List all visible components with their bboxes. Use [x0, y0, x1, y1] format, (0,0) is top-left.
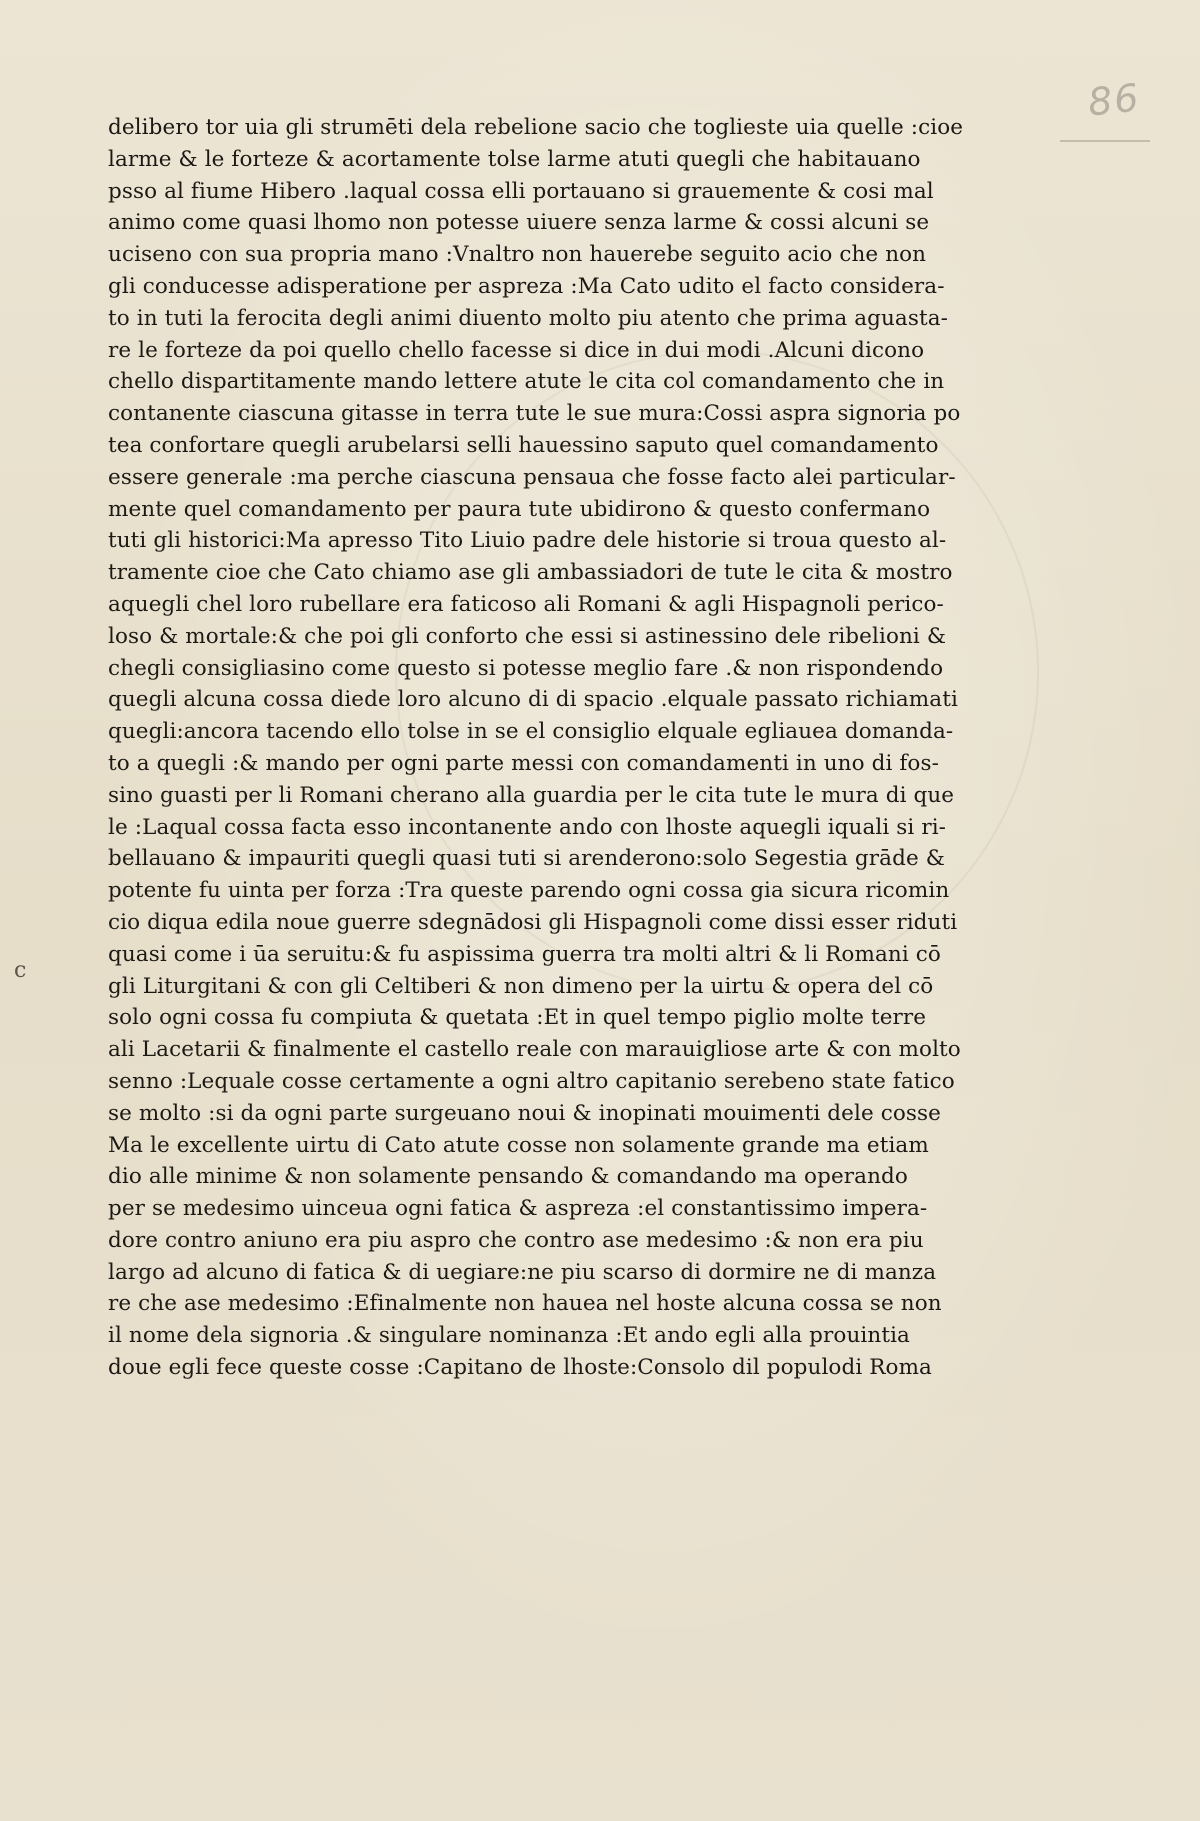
text-line: dore contro aniuno era piu aspro che contro ase medesimo :& non era piu	[108, 1227, 924, 1253]
text-line: uciseno con sua propria mano :Vnaltro non hauerebe seguito acio che non	[108, 242, 927, 268]
folio-number: 86	[1085, 75, 1143, 125]
text-line: gli Liturgitani & con gli Celtiberi & non dimeno per la uirtu & opera del cō	[108, 973, 934, 999]
text-line: doue egli fece queste cosse :Capitano de lhoste:Consolo dil populodi Roma	[108, 1355, 932, 1381]
text-line: aquegli chel loro rubellare era faticoso ali Romani & agli Hispagnoli perico-	[108, 591, 944, 617]
folio-underline	[1060, 140, 1150, 142]
text-block	[108, 112, 964, 1384]
text-line: tuti gli historici:Ma apresso Tito Liuio padre dele historie si troua questo al-	[108, 528, 947, 554]
text-line: gli conducesse adisperatione per aspreza :Ma Cato udito el facto considera-	[108, 273, 945, 299]
text-line: re le forteze da poi quello chello facesse si dice in dui modi .Alcuni dicono	[108, 337, 925, 363]
text-line: psso al fiume Hibero .laqual cossa elli portauano si grauemente & cosi mal	[108, 178, 934, 204]
text-line: ali Lacetarii & finalmente el castello reale con marauigliose arte & con molto	[108, 1037, 961, 1063]
text-line: essere generale :ma perche ciascuna pensaua che fosse facto alei particular-	[108, 464, 956, 490]
text-line: quegli:ancora tacendo ello tolse in se el consiglio elquale egliauea domanda-	[108, 719, 954, 745]
text-line: tramente cioe che Cato chiamo ase gli ambassiadori de tute le cita & mostro	[108, 560, 953, 586]
text-line: largo ad alcuno di fatica & di uegiare:ne piu scarso di dormire ne di manza	[108, 1259, 937, 1285]
text-line: potente fu uinta per forza :Tra queste parendo ogni cossa gia sicura ricomin	[108, 878, 950, 904]
text-line: re che ase medesimo :Efinalmente non hauea nel hoste alcuna cossa se non	[108, 1291, 942, 1317]
text-line: senno :Lequale cosse certamente a ogni altro capitanio serebeno state fatico	[108, 1068, 955, 1094]
text-line: il nome dela signoria .& singulare nominanza :Et ando egli alla prouintia	[108, 1323, 910, 1349]
text-line: quegli alcuna cossa diede loro alcuno di di spacio .elquale passato richiamati	[108, 687, 958, 713]
text-line: animo come quasi lhomo non potesse uiuere senza larme & cossi alcuni se	[108, 210, 930, 236]
text-line: solo ogni cossa fu compiuta & quetata :Et in quel tempo piglio molte terre	[108, 1005, 927, 1031]
text-line: quasi come i ūa seruitu:& fu aspissima guerra tra molti altri & li Romani cō	[108, 941, 941, 967]
text-line: chello dispartitamente mando lettere atute le cita col comandamento che in	[108, 369, 945, 395]
text-line: to a quegli :& mando per ogni parte messi con comandamenti in uno di fos-	[108, 750, 939, 776]
text-line: larme & le forteze & acortamente tolse larme atuti quegli che habitauano	[108, 146, 921, 172]
text-line: dio alle minime & non solamente pensando & comandando ma operando	[108, 1164, 908, 1190]
text-line: delibero tor uia gli strumēti dela rebelione sacio che toglieste uia quelle :cioe	[108, 115, 964, 140]
text-line: Ma le excellente uirtu di Cato atute cosse non solamente grande ma etiam	[108, 1132, 929, 1158]
text-line: sino guasti per li Romani cherano alla guardia per le cita tute le mura di que	[108, 782, 955, 808]
text-line: loso & mortale:& che poi gli conforto che essi si astinessino dele ribelioni &	[108, 623, 947, 649]
text-line: bellauano & impauriti quegli quasi tuti si arenderono:solo Segestia grāde &	[108, 846, 945, 872]
text-line: chegli consigliasino come questo si potesse meglio fare .& non rispondendo	[108, 655, 944, 681]
text-line: se molto :si da ogni parte surgeuano noui & inopinati mouimenti dele cosse	[108, 1100, 941, 1126]
text-line: per se medesimo uinceua ogni fatica & aspreza :el constantissimo impera-	[108, 1196, 928, 1222]
text-line: to in tuti la ferocita degli animi diuento molto piu atento che prima aguasta-	[108, 305, 949, 331]
text-line: tea confortare quegli arubelarsi selli hauessino saputo quel comandamento	[108, 432, 939, 458]
text-line: cio diqua edila noue guerre sdegnādosi gli Hispagnoli come dissi esser riduti	[108, 909, 958, 935]
text-line: le :Laqual cossa facta esso incontanente ando con lhoste aquegli iquali si ri-	[108, 814, 947, 840]
text-line: contanente ciascuna gitasse in terra tute le sue mura:Cossi aspra signoria po	[108, 401, 961, 427]
margin-mark: c	[14, 958, 27, 983]
text-line: mente quel comandamento per paura tute ubidirono & questo confermano	[108, 496, 931, 522]
